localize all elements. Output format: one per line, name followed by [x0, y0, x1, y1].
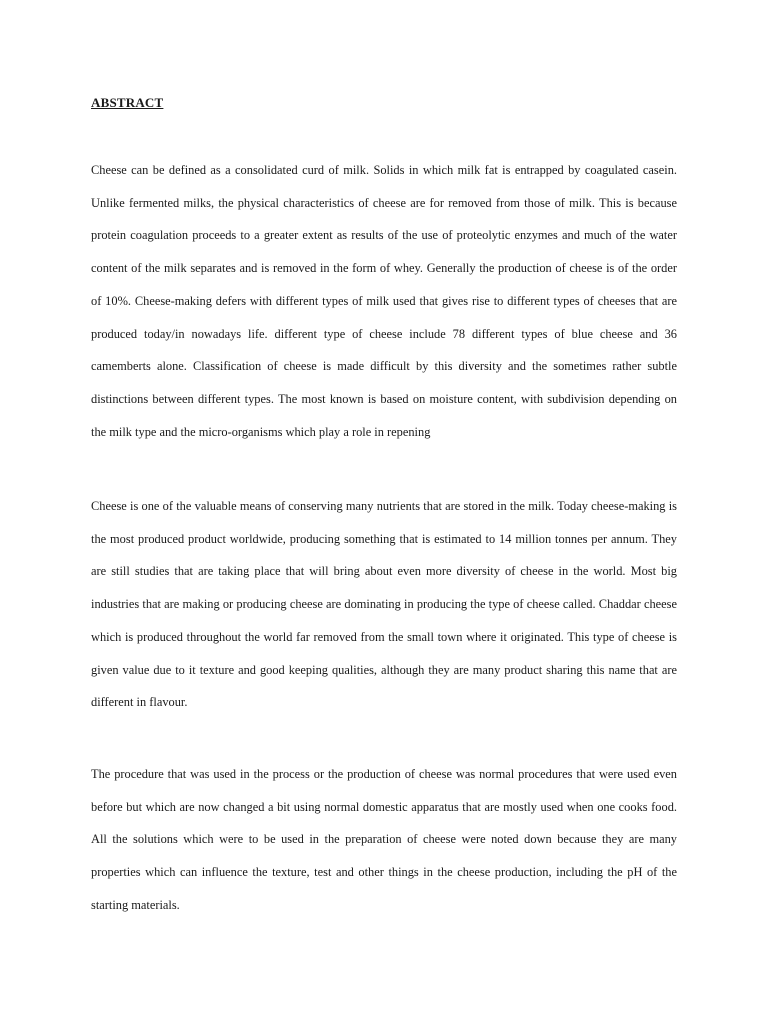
paragraph-1: Cheese can be defined as a consolidated curd of milk. Solids in which milk fat is entrapped by coagulated casein. Unlike fermented milks, the physical characteristics of cheese are for removed from those of milk. This is because protein coagulation proceeds to a greater extent as results of the use of proteolytic enzymes and much of the water content of the milk separates and is removed in the form of whey. Generally the production of cheese is of the order of 10%. Cheese-making defers with different types of milk used that gives rise to different types of cheeses that are produced today/in nowadays life. different type of cheese include 78 different types of blue cheese and 36 camemberts alone. Classification of cheese is made difficult by this diversity and the sometimes rather subtle distinctions between different types. The most known is based on moisture content, with subdivision depending on the milk type and the micro-organisms which play a role in repening [91, 163, 677, 439]
paragraph-2: Cheese is one of the valuable means of conserving many nutrients that are stored in the milk. Today cheese-making is the most produced product worldwide, producing something that is estimated to 14 million tonnes per annum. They are still studies that are taking place that will bring about even more diversity of cheese in the world. Most big industries that are making or producing cheese are dominating in producing the type of cheese called. Chaddar cheese which is produced throughout the world far removed from the small town where it originated. This type of cheese is given value due to it texture and good keeping qualities, although they are many product sharing this name that are different in flavour. [91, 499, 677, 710]
paragraph-3: The procedure that was used in the process or the production of cheese was normal procedures that were used even before but which are now changed a bit using normal domestic apparatus that are mostly used when one cooks food. All the solutions which were to be used in the preparation of cheese were noted down because they are many properties which can influence the texture, test and other things in the cheese production, including the pH of the starting materials. [91, 767, 677, 912]
abstract-heading: ABSTRACT [91, 95, 164, 110]
